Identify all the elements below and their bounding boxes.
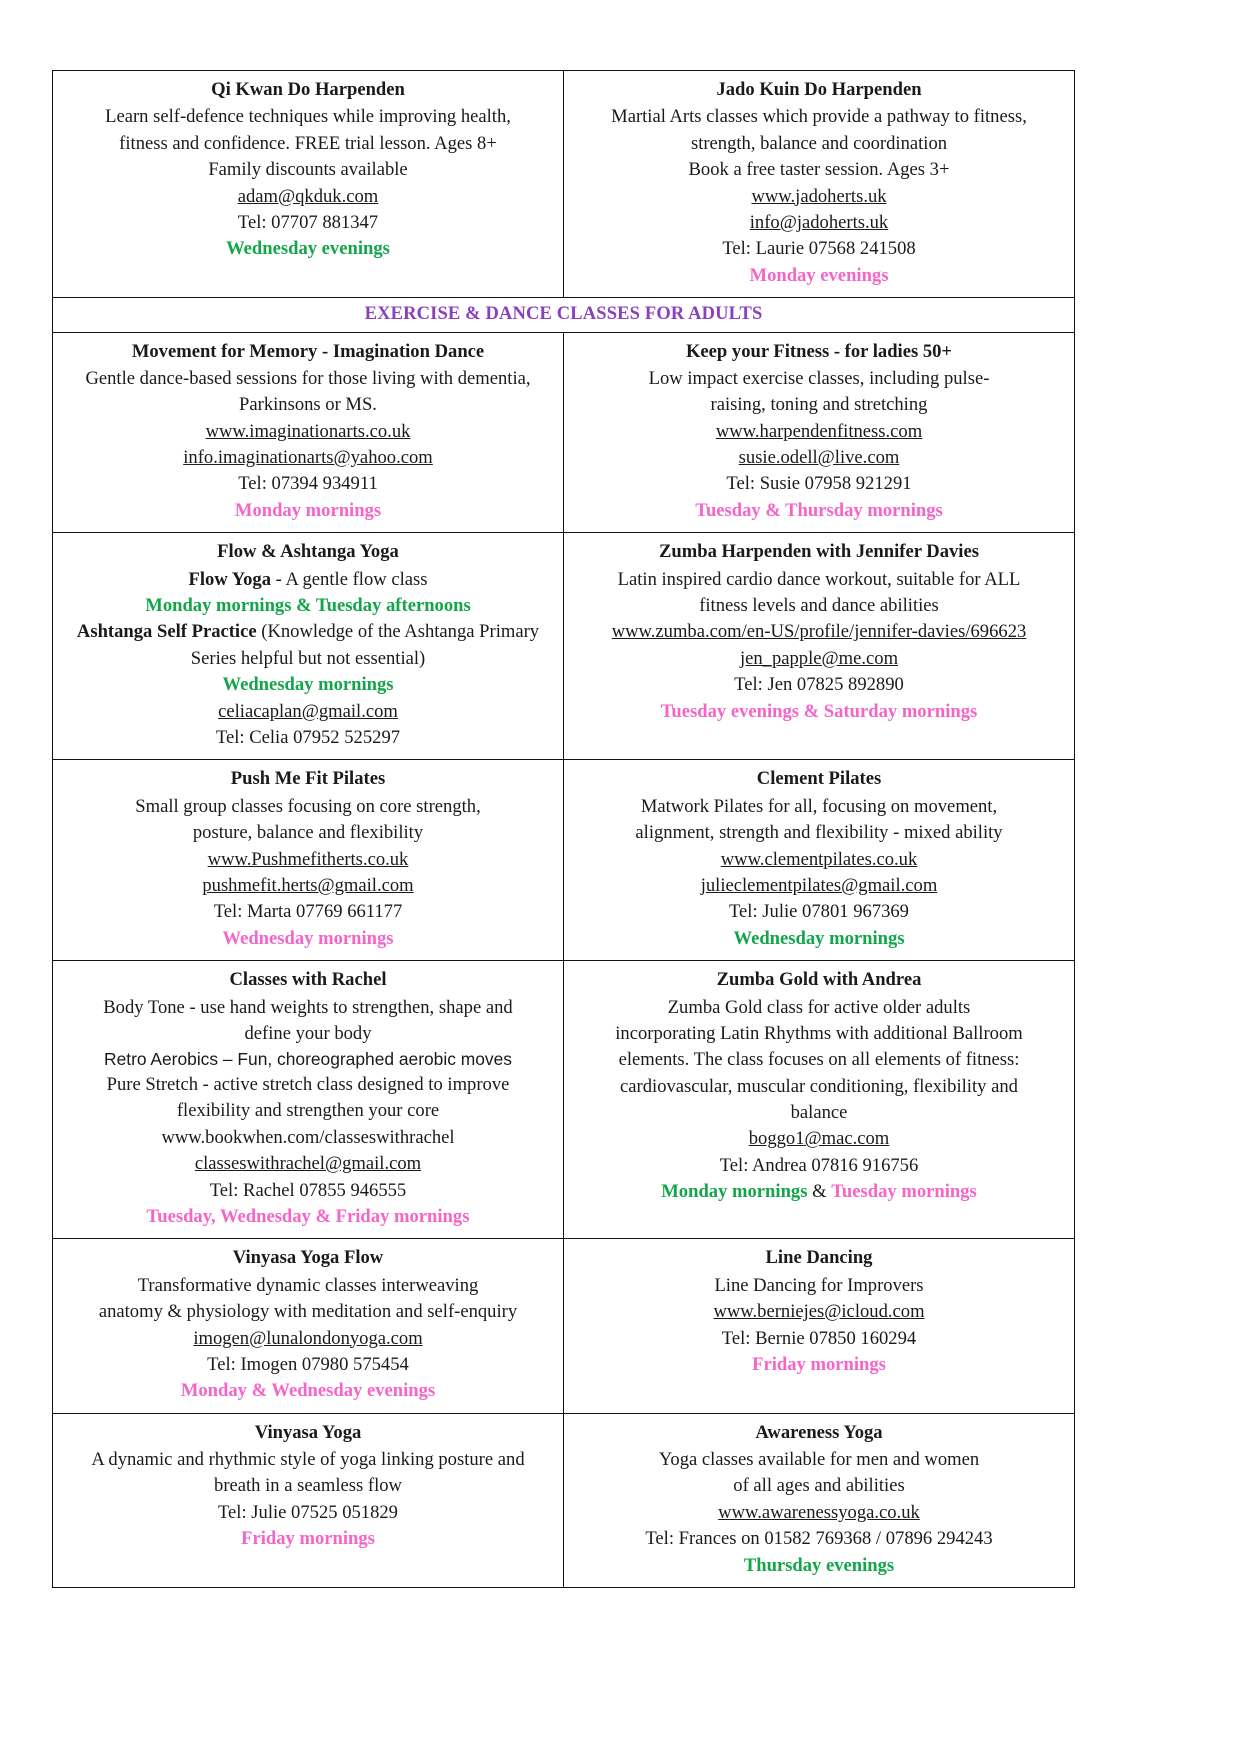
entry-title: Vinyasa Yoga — [254, 1421, 362, 1443]
entry-desc-line: Zumba Gold class for active older adults — [667, 996, 971, 1018]
entry-schedule: Friday mornings — [241, 1528, 375, 1550]
entry-schedule-separator: & — [807, 1181, 832, 1203]
entry-title: Zumba Harpenden with Jennifer Davies — [659, 541, 979, 563]
entry-subclass-ashtanga — [61, 619, 555, 645]
entry-schedule: Thursday evenings — [743, 1554, 895, 1576]
table-row — [53, 961, 1075, 1239]
entry-subclass-name: Flow Yoga — [188, 568, 271, 590]
entry-subclass-desc: (Knowledge of the Ashtanga Primary — [256, 621, 540, 643]
entry-zumba-gold-with-andrea — [564, 961, 1075, 1239]
entry-website-link[interactable]: www.imaginationarts.co.uk — [205, 420, 411, 442]
table-row — [53, 332, 1075, 533]
entry-desc-line: Book a free taster session. Ages 3+ — [688, 159, 950, 181]
entry-subclass-desc: - A gentle flow class — [271, 568, 428, 590]
entry-desc-line: alignment, strength and flexibility - mixed ability — [635, 822, 1003, 844]
entry-desc-line: Latin inspired cardio dance workout, suitable for ALL — [617, 568, 1021, 590]
entry-desc-line: Series helpful but not essential) — [190, 647, 426, 669]
entry-schedule: Monday mornings & Tuesday afternoons — [145, 595, 471, 617]
entry-telephone: Tel: Frances on 01582 769368 / 07896 294243 — [645, 1528, 993, 1550]
entry-telephone: Tel: Andrea 07816 916756 — [719, 1154, 919, 1176]
entry-desc-line: flexibility and strengthen your core — [176, 1100, 440, 1122]
entry-classes-with-rachel — [53, 961, 564, 1239]
entry-schedule: Monday evenings — [749, 264, 889, 286]
entry-title: Clement Pilates — [756, 768, 882, 790]
entry-email-link[interactable]: celiacaplan@gmail.com — [218, 700, 398, 722]
entry-desc-line: balance — [790, 1102, 848, 1124]
entry-desc-line: Martial Arts classes which provide a pathway to fitness, — [611, 106, 1027, 128]
entry-website-link[interactable]: www.jadoherts.uk — [751, 185, 887, 207]
entry-line-dancing — [564, 1239, 1075, 1413]
entry-website-link[interactable]: www.clementpilates.co.uk — [720, 848, 918, 870]
entry-schedule: Friday mornings — [752, 1353, 886, 1375]
entry-desc-line: of all ages and abilities — [733, 1475, 905, 1497]
entry-schedule: Tuesday evenings & Saturday mornings — [660, 700, 978, 722]
classes-listing-table — [52, 70, 1075, 1588]
entry-telephone: Tel: Imogen 07980 575454 — [207, 1353, 409, 1375]
entry-desc-line: raising, toning and stretching — [710, 394, 928, 416]
entry-movement-for-memory — [53, 332, 564, 533]
entry-desc-line: elements. The class focuses on all elements of fitness: — [618, 1049, 1020, 1071]
table-row-banner — [53, 298, 1075, 332]
entry-desc-line: Matwork Pilates for all, focusing on movement, — [640, 795, 998, 817]
entry-desc-line: Gentle dance-based sessions for those living with dementia, — [85, 367, 531, 389]
entry-schedule: Wednesday mornings — [222, 674, 394, 696]
entry-schedule-part: Monday mornings — [661, 1181, 808, 1203]
entry-website-link[interactable]: www.zumba.com/en-US/profile/jennifer-davies/696623 — [611, 621, 1027, 643]
entry-subclass-name: Ashtanga Self Practice — [76, 621, 257, 643]
entry-schedule: Wednesday mornings — [733, 927, 905, 949]
entry-website-link[interactable]: www.bookwhen.com/classeswithrachel — [161, 1126, 455, 1148]
entry-email-link[interactable]: julieclementpilates@gmail.com — [700, 874, 938, 896]
entry-desc-line: Body Tone - use hand weights to strengthen, shape and — [103, 996, 513, 1018]
entry-website-link[interactable]: www.Pushmefitherts.co.uk — [207, 848, 409, 870]
entry-desc-line: Pure Stretch - active stretch class designed to improve — [106, 1073, 510, 1095]
entry-telephone: Tel: 07394 934911 — [238, 473, 378, 495]
entry-telephone: Tel: 07707 881347 — [237, 211, 379, 233]
entry-desc-line: incorporating Latin Rhythms with additional Ballroom — [615, 1022, 1023, 1044]
entry-schedule: Wednesday evenings — [226, 238, 390, 260]
entry-email-link[interactable]: pushmefit.herts@gmail.com — [202, 874, 414, 896]
entry-title: Keep your Fitness - for ladies 50+ — [685, 340, 953, 362]
entry-telephone: Tel: Jen 07825 892890 — [734, 674, 904, 696]
entry-schedule — [572, 1179, 1066, 1205]
entry-desc-line: fitness and confidence. FREE trial lesson. Ages 8+ — [119, 132, 497, 154]
entry-telephone: Tel: Celia 07952 525297 — [215, 726, 401, 748]
entry-website-link[interactable]: www.harpendenfitness.com — [715, 420, 923, 442]
entry-desc-line: Retro Aerobics – Fun, choreographed aerobic moves — [104, 1049, 512, 1070]
entry-email-link[interactable]: adam@qkduk.com — [237, 185, 379, 207]
entry-zumba-harpenden — [564, 533, 1075, 760]
entry-title: Line Dancing — [765, 1247, 873, 1269]
entry-website-link[interactable]: www.awarenessyoga.co.uk — [718, 1501, 920, 1523]
table-row — [53, 1239, 1075, 1413]
entry-telephone: Tel: Laurie 07568 241508 — [722, 238, 916, 260]
entry-flow-ashtanga-yoga — [53, 533, 564, 760]
entry-clement-pilates — [564, 760, 1075, 961]
entry-email-link[interactable]: imogen@lunalondonyoga.com — [193, 1327, 423, 1349]
entry-telephone: Tel: Susie 07958 921291 — [726, 473, 912, 495]
entry-desc-line: define your body — [244, 1022, 372, 1044]
entry-telephone: Tel: Marta 07769 661177 — [213, 901, 403, 923]
entry-schedule-part: Tuesday mornings — [831, 1181, 977, 1203]
entry-subclass-flow-yoga — [61, 567, 555, 593]
entry-schedule: Wednesday mornings — [222, 927, 394, 949]
entry-telephone: Tel: Rachel 07855 946555 — [209, 1179, 407, 1201]
entry-title: Movement for Memory - Imagination Dance — [131, 340, 485, 362]
entry-desc-line: fitness levels and dance abilities — [699, 595, 939, 617]
entry-desc-line: A dynamic and rhythmic style of yoga linking posture and — [91, 1449, 525, 1471]
entry-title: Qi Kwan Do Harpenden — [211, 79, 405, 100]
table-row — [53, 760, 1075, 961]
entry-email-link[interactable]: jen_papple@me.com — [739, 647, 899, 669]
table-row — [53, 533, 1075, 760]
entry-website-link[interactable]: www.berniejes@icloud.com — [713, 1301, 925, 1323]
entry-push-me-fit-pilates — [53, 760, 564, 961]
entry-email-link[interactable]: classeswithrachel@gmail.com — [194, 1153, 422, 1175]
entry-schedule: Tuesday & Thursday mornings — [695, 499, 943, 521]
entry-jado-kuin-do — [564, 71, 1075, 298]
entry-email-link[interactable]: boggo1@mac.com — [748, 1128, 890, 1150]
entry-desc-line: posture, balance and flexibility — [192, 822, 424, 844]
entry-desc-line: Line Dancing for Improvers — [714, 1274, 924, 1296]
entry-schedule: Monday & Wednesday evenings — [180, 1380, 436, 1402]
entry-schedule: Monday mornings — [234, 499, 382, 521]
entry-desc-line: breath in a seamless flow — [214, 1475, 402, 1497]
entry-telephone: Tel: Bernie 07850 160294 — [721, 1327, 917, 1349]
entry-title: Awareness Yoga — [755, 1421, 883, 1443]
entry-keep-your-fitness — [564, 332, 1075, 533]
entry-desc-line: Yoga classes available for men and women — [658, 1449, 980, 1471]
table-row — [53, 1413, 1075, 1587]
entry-desc-line: Small group classes focusing on core strength, — [135, 795, 481, 817]
entry-awareness-yoga — [564, 1413, 1075, 1587]
entry-qi-kwan-do — [53, 71, 564, 298]
section-banner-label: EXERCISE & DANCE CLASSES FOR ADULTS — [364, 304, 763, 325]
entry-telephone: Tel: Julie 07801 967369 — [729, 901, 909, 923]
entry-desc-line: strength, balance and coordination — [690, 132, 948, 154]
entry-desc-line: Parkinsons or MS. — [239, 394, 377, 416]
entry-desc-line: anatomy & physiology with meditation and self-enquiry — [98, 1301, 518, 1323]
entry-title: Vinyasa Yoga Flow — [232, 1247, 384, 1269]
section-banner — [53, 298, 1075, 332]
entry-desc-line: Learn self-defence techniques while improving health, — [105, 106, 511, 128]
entry-title: Jado Kuin Do Harpenden — [716, 79, 922, 100]
entry-title: Push Me Fit Pilates — [230, 768, 386, 790]
entry-email-link[interactable]: susie.odell@live.com — [738, 447, 900, 469]
entry-telephone: Tel: Julie 07525 051829 — [218, 1501, 398, 1523]
entry-desc-line: Low impact exercise classes, including pulse- — [648, 367, 990, 389]
entry-title: Flow & Ashtanga Yoga — [217, 541, 399, 563]
entry-email-link[interactable]: info@jadoherts.uk — [749, 211, 889, 233]
entry-vinyasa-yoga — [53, 1413, 564, 1587]
entry-schedule: Tuesday, Wednesday & Friday mornings — [146, 1205, 470, 1227]
table-row — [53, 71, 1075, 298]
entry-email-link[interactable]: info.imaginationarts@yahoo.com — [183, 447, 433, 469]
entry-title: Zumba Gold with Andrea — [716, 969, 922, 991]
entry-vinyasa-yoga-flow — [53, 1239, 564, 1413]
entry-desc-line: cardiovascular, muscular conditioning, flexibility and — [620, 1075, 1018, 1097]
entry-desc-line: Transformative dynamic classes interweaving — [137, 1274, 479, 1296]
entry-title: Classes with Rachel — [229, 969, 387, 991]
entry-desc-line: Family discounts available — [208, 159, 408, 181]
